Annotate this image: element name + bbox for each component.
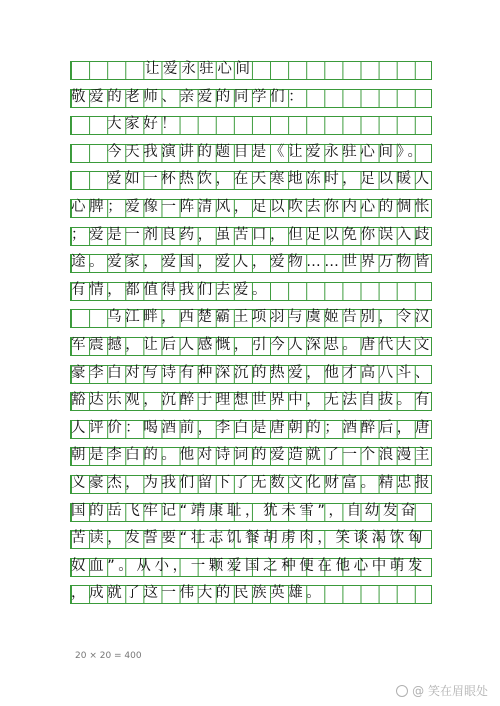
essay-text-line: 爱如一杯热饮，在天寒地冻时，足以暖人: [107, 171, 433, 188]
essay-text-line: 苦读，发誓要“壮志饥餐胡虏肉，笑谈渴饮匈: [71, 530, 427, 547]
grid-line: [70, 503, 432, 522]
grid-line: [70, 309, 432, 328]
grid-line: [70, 171, 432, 190]
essay-text-line: 豁达乐观，沉醉于理想世界中，无法自拔。有: [71, 392, 433, 409]
essay-text-line: 奴血”。从小，一颗爱国之种便在他心中萌发: [71, 557, 427, 574]
essay-text-line: 大家好！: [107, 116, 180, 133]
watermark-logo-icon: [396, 685, 408, 697]
grid-line: [70, 475, 432, 494]
grid-paper: [70, 61, 432, 604]
grid-line: [70, 392, 432, 411]
essay-text-line: ；爱是一剂良药，虽苦口，但足以免你误入歧: [71, 226, 433, 243]
essay-text-line: 乌江畔，西楚霸王项羽与虞姬告别，令汉: [107, 309, 433, 326]
grid-line: [70, 585, 432, 604]
grid-line: [70, 227, 432, 246]
essay-text-line: 心脾；爱像一阵清风，足以吹去你内心的惆怅: [71, 198, 433, 215]
essay-text-line: 有情，都值得我们去爱。: [71, 281, 271, 298]
essay-text-line: 豪李白对写诗有种深沉的热爱，他才高八斗、: [71, 364, 433, 381]
watermark: [396, 682, 488, 699]
grid-line: [70, 558, 432, 577]
essay-text-line: 敬爱的老师、亲爱的同学们：: [71, 88, 307, 105]
grid-line: [70, 61, 432, 80]
grid-line: [70, 530, 432, 549]
essay-text-line: 人评价：喝酒前，李白是唐朝的；酒醉后，唐: [71, 419, 433, 436]
essay-text-line: 军震撼，让后人感慨，引今人深思。唐代大文: [71, 336, 433, 353]
grid-line: [70, 282, 432, 301]
grid-size-label: 20 × 20 = 400: [75, 651, 142, 661]
essay-text-line: 国的岳飞牢记“靖康耻，犹未雪”，自幼发奋: [71, 502, 420, 519]
essay-text-line: 途。爱家，爱国，爱人，爱物……世界万物皆: [71, 254, 433, 271]
grid-line: [70, 365, 432, 384]
grid-line: [70, 89, 432, 108]
essay-text-line: 义豪杰，为我们留下了无数文化财富。精忠报: [71, 474, 433, 491]
essay-title: 让爱永驻心间: [145, 61, 254, 77]
grid-line: [70, 144, 432, 163]
essay-text-line: 朝是李白的。他对诗词的爱造就了一个浪漫主: [71, 447, 433, 464]
grid-line: [70, 337, 432, 356]
essay-text-line: ，成就了这一伟大的民族英雄。: [71, 585, 325, 602]
grid-line: [70, 116, 432, 135]
grid-line: [70, 447, 432, 466]
grid-line: [70, 199, 432, 218]
grid-line: [70, 420, 432, 439]
essay-text-line: 今天我演讲的题目是《让爱永驻心间》。: [107, 143, 426, 160]
grid-line: [70, 254, 432, 273]
watermark-text: @ 笑在眉眼处: [412, 684, 488, 698]
